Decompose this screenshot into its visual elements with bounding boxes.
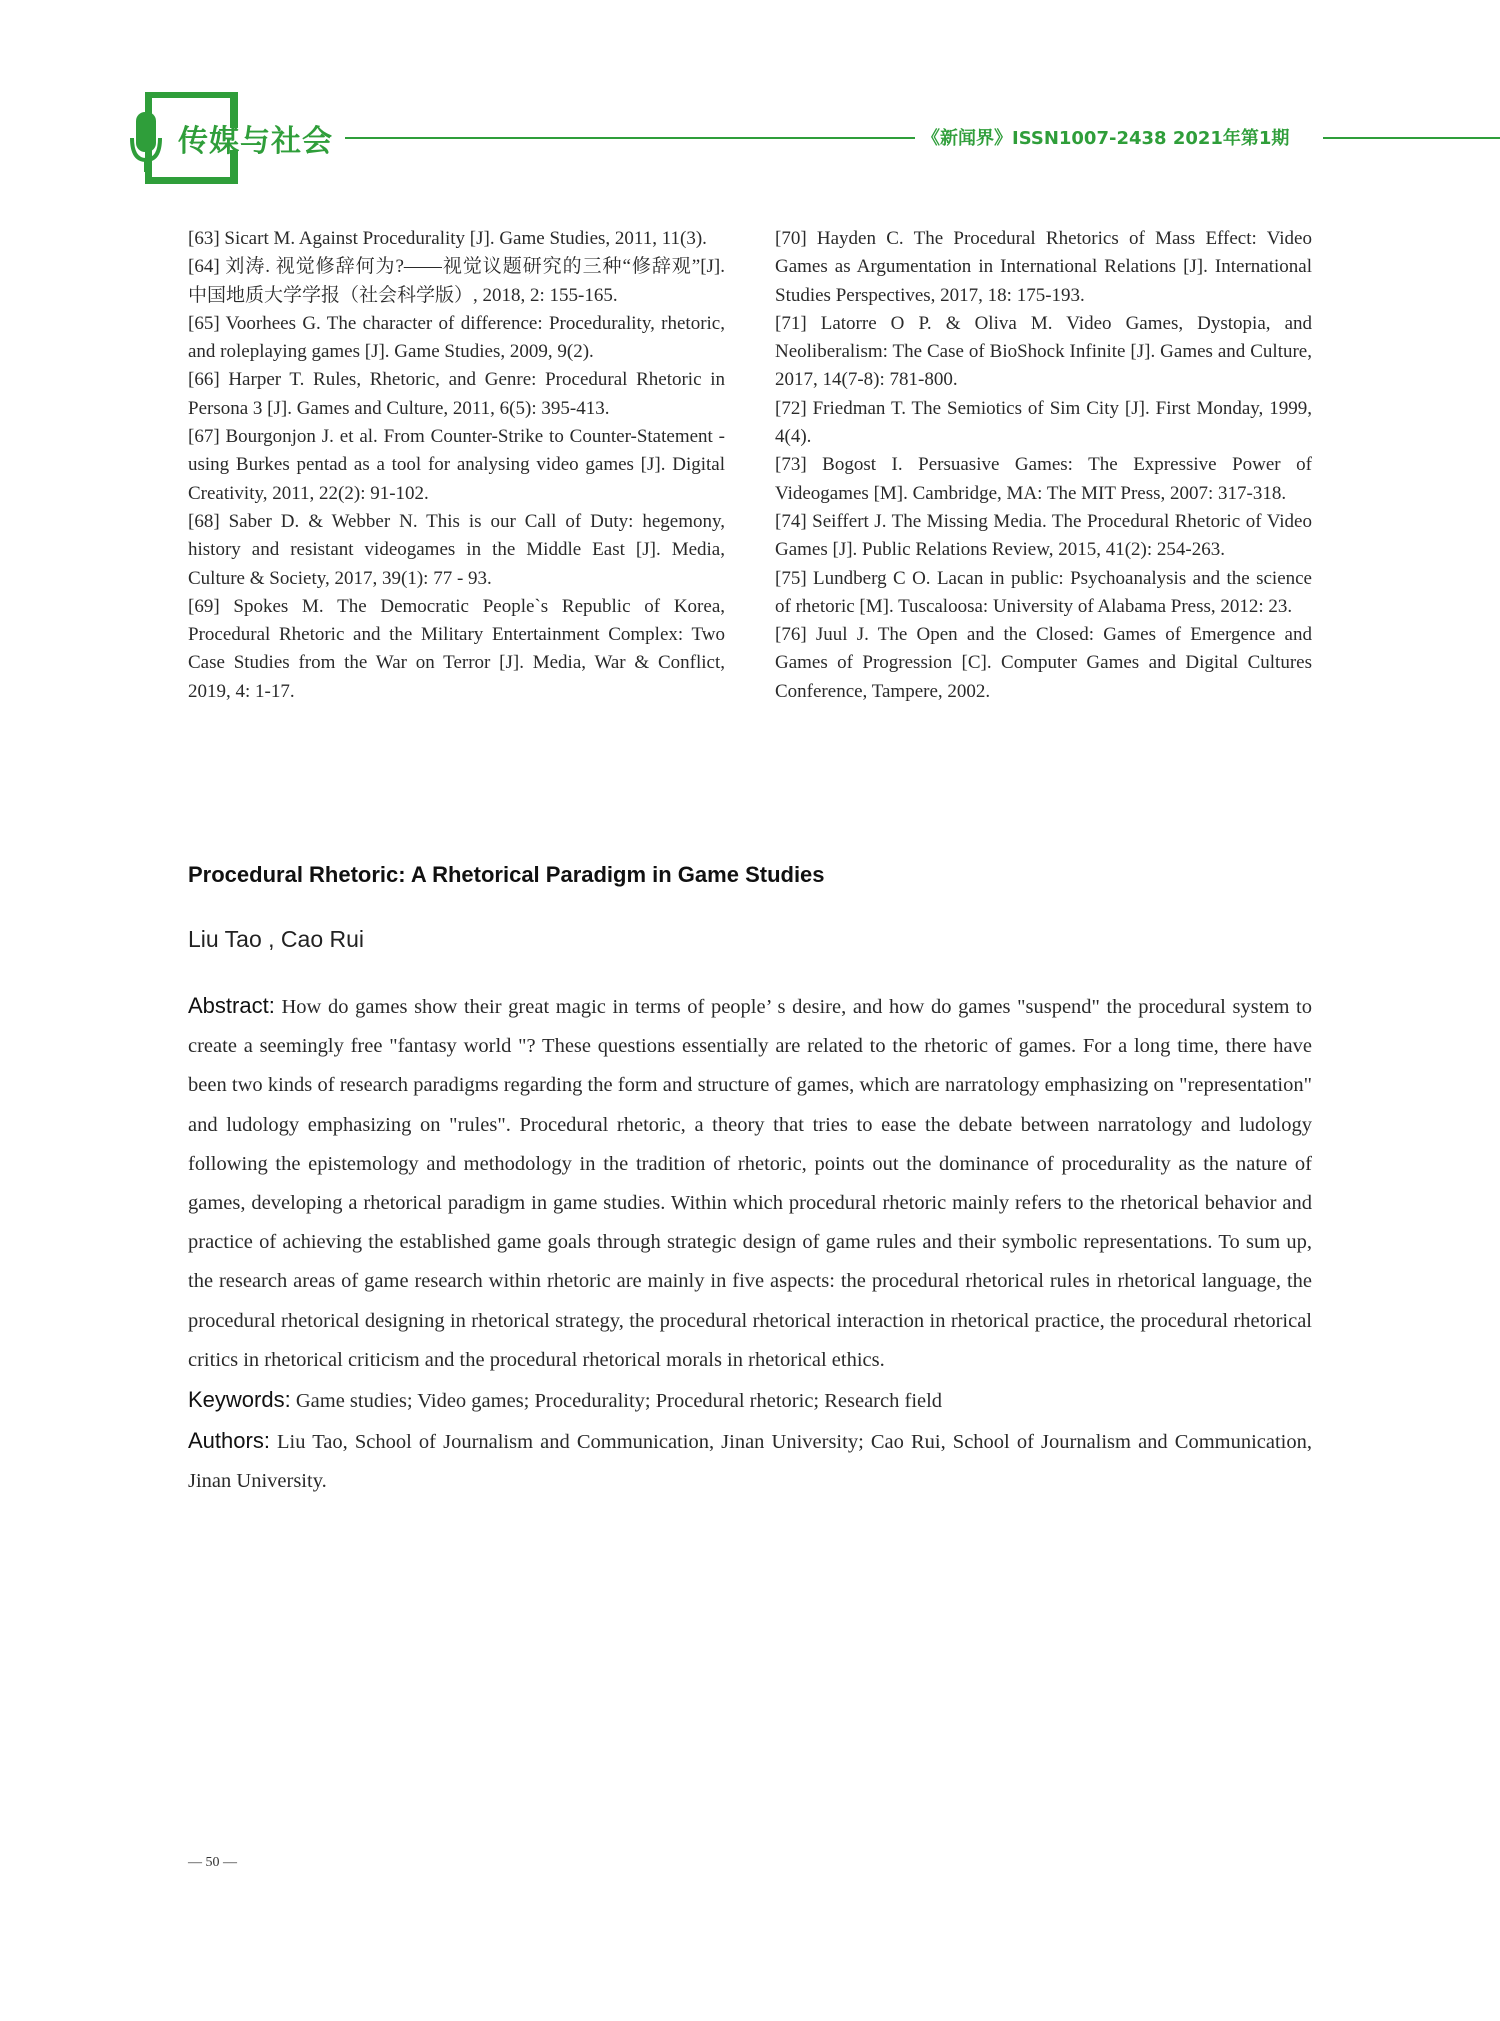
- header-rule-right: [1323, 137, 1500, 139]
- reference-item: [74] Seiffert J. The Missing Media. The Procedural Rhetoric of Video Games [J]. Public Relations Review, 2015, 41(2): 254-263.: [775, 510, 1312, 561]
- references-left-column: [188, 225, 725, 706]
- page-header: [0, 0, 1500, 190]
- reference-item: [69] Spokes M. The Democratic People`s Republic of Korea, Procedural Rhetoric and the Military Entertainment Complex: Two Case Studies from the War on Terror [J]. Media, War & Conflict, 2019, 4: 1-17.: [188, 595, 725, 702]
- keywords-paragraph: [188, 1380, 1312, 1421]
- reference-item: [76] Juul J. The Open and the Closed: Games of Emergence and Games of Progression [C]. Computer Games and Digital Cultures Conference, Tampere, 2002.: [775, 624, 1312, 702]
- reference-item: [64] 刘涛. 视觉修辞何为?——视觉议题研究的三种“修辞观”[J]. 中国地质大学学报（社会科学版）, 2018, 2: 155-165.: [188, 256, 725, 306]
- abstract-label: Abstract:: [188, 993, 275, 1018]
- journal-reference: 《新闻界》ISSN1007-2438 2021年第1期: [922, 128, 1290, 149]
- abstract-block: [188, 986, 1312, 1502]
- microphone-icon: [130, 112, 162, 174]
- abstract-paragraph: [188, 986, 1312, 1380]
- reference-item: [72] Friedman T. The Semiotics of Sim City [J]. First Monday, 1999, 4(4).: [775, 397, 1312, 448]
- abstract-text: How do games show their great magic in terms of people’ s desire, and how do games "suspend" the procedural system to create a seemingly free "fantasy world "? These questions essentially are related to the rhetoric of games. For a long time, there have been two kinds of research paradigms regarding the form and structure of games, which are narratology emphasizing on "representation" and ludology emphasizing on "rules". Procedural rhetoric, a theory that tries to ease the debate between narratology and ludology following the epistemology and methodology in the tradition of rhetoric, points out the dominance of procedurality as the nature of games, developing a rhetorical paradigm in game studies. Within which procedural rhetoric mainly refers to the rhetorical behavior and practice of achieving the established game goals through strategic design of game rules and their symbolic representations. To sum up, the research areas of game research within rhetoric are mainly in five aspects: the procedural rhetorical rules in rhetorical language, the procedural rhetorical designing in rhetorical strategy, the procedural rhetorical interaction in rhetorical practice, the procedural rhetorical critics in rhetorical criticism and the procedural rhetorical morals in rhetorical ethics.: [188, 996, 1313, 1371]
- keywords-label: Keywords:: [188, 1387, 291, 1413]
- section-title: 传媒与社会: [178, 124, 333, 159]
- reference-item: [65] Voorhees G. The character of difference: Procedurality, rhetoric, and roleplaying games [J]. Game Studies, 2009, 9(2).: [188, 312, 725, 363]
- authors-paragraph: [188, 1421, 1312, 1501]
- reference-item: [63] Sicart M. Against Procedurality [J]. Game Studies, 2011, 11(3).: [188, 228, 707, 249]
- reference-item: [71] Latorre O P. & Oliva M. Video Games, Dystopia, and Neoliberalism: The Case of BioShock Infinite [J]. Games and Culture, 2017, 14(7-8): 781-800.: [775, 312, 1312, 391]
- references-right-column: [775, 225, 1312, 706]
- reference-item: [73] Bogost I. Persuasive Games: The Expressive Power of Videogames [M]. Cambridge, MA: The MIT Press, 2007: 317-318.: [775, 454, 1312, 504]
- reference-item: [66] Harper T. Rules, Rhetoric, and Genre: Procedural Rhetoric in Persona 3 [J]. Games and Culture, 2011, 6(5): 395-413.: [188, 369, 725, 419]
- header-rule-left: [345, 137, 915, 139]
- reference-item: [67] Bourgonjon J. et al. From Counter-Strike to Counter-Statement - using Burkes pentad as a tool for analysing video games [J]. Digital Creativity, 2011, 22(2): 91-102.: [188, 426, 725, 504]
- keywords-text: Game studies; Video games; Procedurality; Procedural rhetoric; Research field: [295, 1390, 943, 1413]
- reference-item: [75] Lundberg C O. Lacan in public: Psychoanalysis and the science of rhetoric [M]. Tuscaloosa: University of Alabama Press, 2012: 23.: [775, 567, 1312, 617]
- reference-item: [70] Hayden C. The Procedural Rhetorics of Mass Effect: Video Games as Argumentation in International Relations [J]. International Studies Perspectives, 2017, 18: 175-193.: [775, 228, 1312, 306]
- authors-text: Liu Tao, School of Journalism and Communication, Jinan University; Cao Rui, School of Journalism and Communication, Jinan University.: [188, 1431, 1312, 1493]
- reference-item: [68] Saber D. & Webber N. This is our Call of Duty: hegemony, history and resistant videogames in the Middle East [J]. Media, Culture & Society, 2017, 39(1): 77 - 93.: [188, 510, 725, 589]
- paper-authors: Liu Tao , Cao Rui: [188, 926, 365, 952]
- page-number: — 50 —: [188, 1855, 237, 1870]
- paper-title: Procedural Rhetoric: A Rhetorical Paradigm in Game Studies: [188, 862, 825, 887]
- authors-label: Authors:: [188, 1428, 270, 1454]
